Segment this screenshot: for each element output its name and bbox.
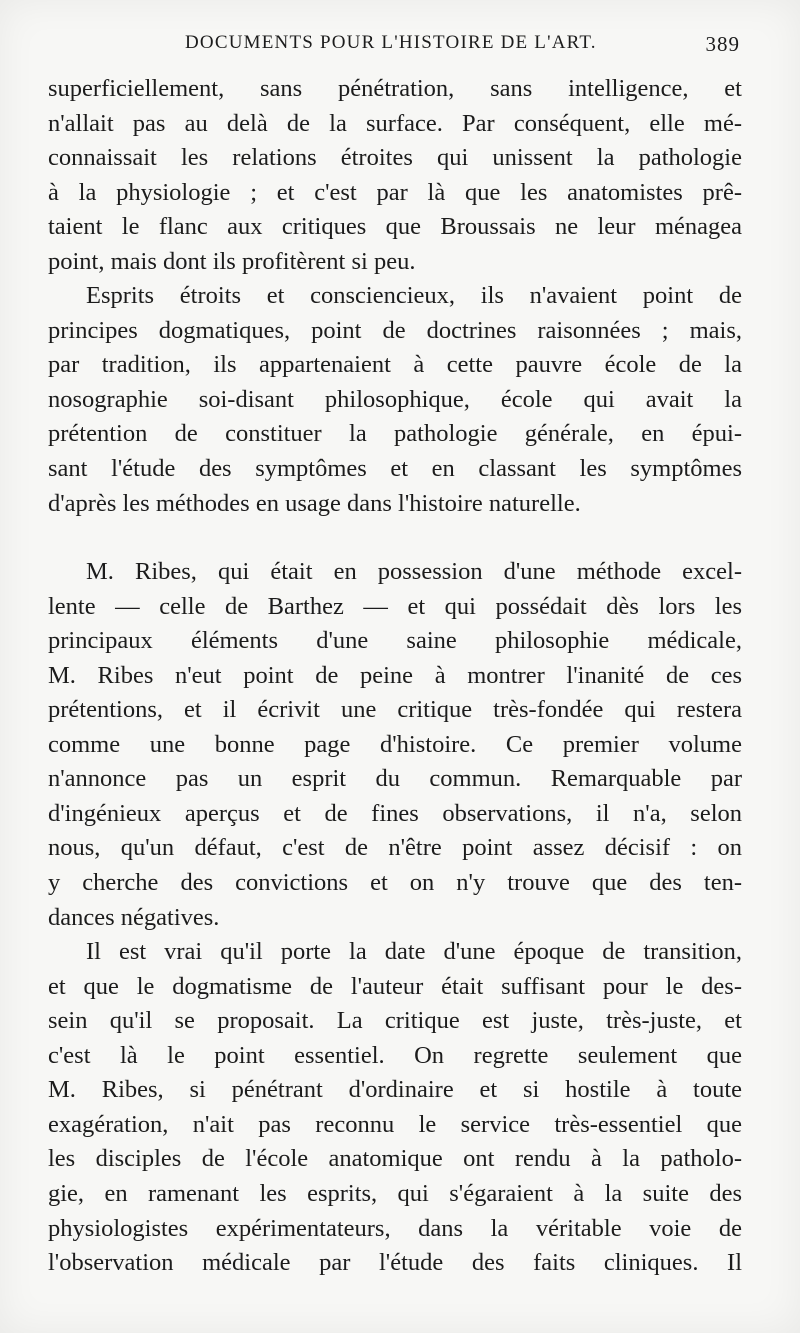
text-line: c'est là le point essentiel. On regrette seulement que	[48, 1041, 742, 1069]
text-line: principaux éléments d'une saine philosophie médicale,	[48, 627, 742, 655]
text-line: par tradition, ils appartenaient à cette pauvre école de la	[48, 351, 742, 379]
text-line: connaissait les relations étroites qui unissent la pathologie	[48, 144, 742, 172]
text-line: à la physiologie ; et c'est par là que les anatomistes prê-	[48, 178, 742, 206]
text-line: prétention de constituer la pathologie générale, en épui-	[48, 420, 742, 448]
text-line: lente — celle de Barthez — et qui possédait dès lors les	[48, 592, 742, 620]
text-line: n'annonce pas un esprit du commun. Remarquable par	[48, 765, 742, 793]
text-line: point, mais dont ils profitèrent si peu.	[48, 247, 416, 275]
text-line: exagération, n'ait pas reconnu le service très-essentiel que	[48, 1110, 742, 1138]
paragraph-2	[48, 279, 742, 521]
running-head: DOCUMENTS POUR L'HISTOIRE DE L'ART.	[185, 32, 597, 53]
text-line: nosographie soi-disant philosophique, école qui avait la	[48, 385, 742, 413]
text-line: nous, qu'un défaut, c'est de n'être point assez décisif : on	[48, 834, 742, 862]
text-line: y cherche des convictions et on n'y trouve que des ten-	[48, 869, 742, 897]
text-line: d'ingénieux aperçus et de fines observations, il n'a, selon	[48, 799, 742, 827]
body-text	[48, 72, 742, 1281]
text-line: d'après les méthodes en usage dans l'histoire naturelle.	[48, 489, 581, 517]
text-line: Il est vrai qu'il porte la date d'une époque de transition,	[86, 938, 742, 966]
paragraph-1	[48, 72, 742, 279]
text-line: superficiellement, sans pénétration, sans intelligence, et	[48, 75, 742, 102]
text-line: gie, en ramenant les esprits, qui s'égaraient à la suite des	[48, 1179, 742, 1207]
text-line: M. Ribes, si pénétrant d'ordinaire et si hostile à toute	[48, 1076, 742, 1104]
text-line: n'allait pas au delà de la surface. Par conséquent, elle mé-	[48, 109, 742, 137]
text-line: taient le flanc aux critiques que Broussais ne leur ménagea	[48, 213, 742, 241]
page-number: 389	[705, 32, 740, 56]
paragraph-gap	[48, 521, 742, 555]
text-line: prétentions, et il écrivit une critique très-fondée qui restera	[48, 696, 742, 724]
text-line: et que le dogmatisme de l'auteur était suffisant pour le des-	[48, 972, 742, 1000]
page-header	[50, 32, 740, 62]
paragraph-3	[48, 555, 742, 935]
paragraph-4	[48, 935, 742, 1280]
text-line: dances négatives.	[48, 903, 220, 931]
text-line: l'observation médicale par l'étude des faits cliniques. Il	[48, 1249, 742, 1277]
text-line: M. Ribes, qui était en possession d'une méthode excel-	[86, 558, 742, 586]
text-line: les disciples de l'école anatomique ont rendu à la patholo-	[48, 1145, 742, 1173]
text-line: M. Ribes n'eut point de peine à montrer l'inanité de ces	[48, 661, 742, 689]
text-line: comme une bonne page d'histoire. Ce premier volume	[48, 730, 742, 758]
text-line: Esprits étroits et consciencieux, ils n'avaient point de	[86, 282, 742, 310]
text-line: sein qu'il se proposait. La critique est juste, très-juste, et	[48, 1007, 742, 1035]
text-line: physiologistes expérimentateurs, dans la véritable voie de	[48, 1214, 742, 1242]
text-line: sant l'étude des symptômes et en classant les symptômes	[48, 455, 742, 483]
text-line: principes dogmatiques, point de doctrines raisonnées ; mais,	[48, 316, 742, 344]
